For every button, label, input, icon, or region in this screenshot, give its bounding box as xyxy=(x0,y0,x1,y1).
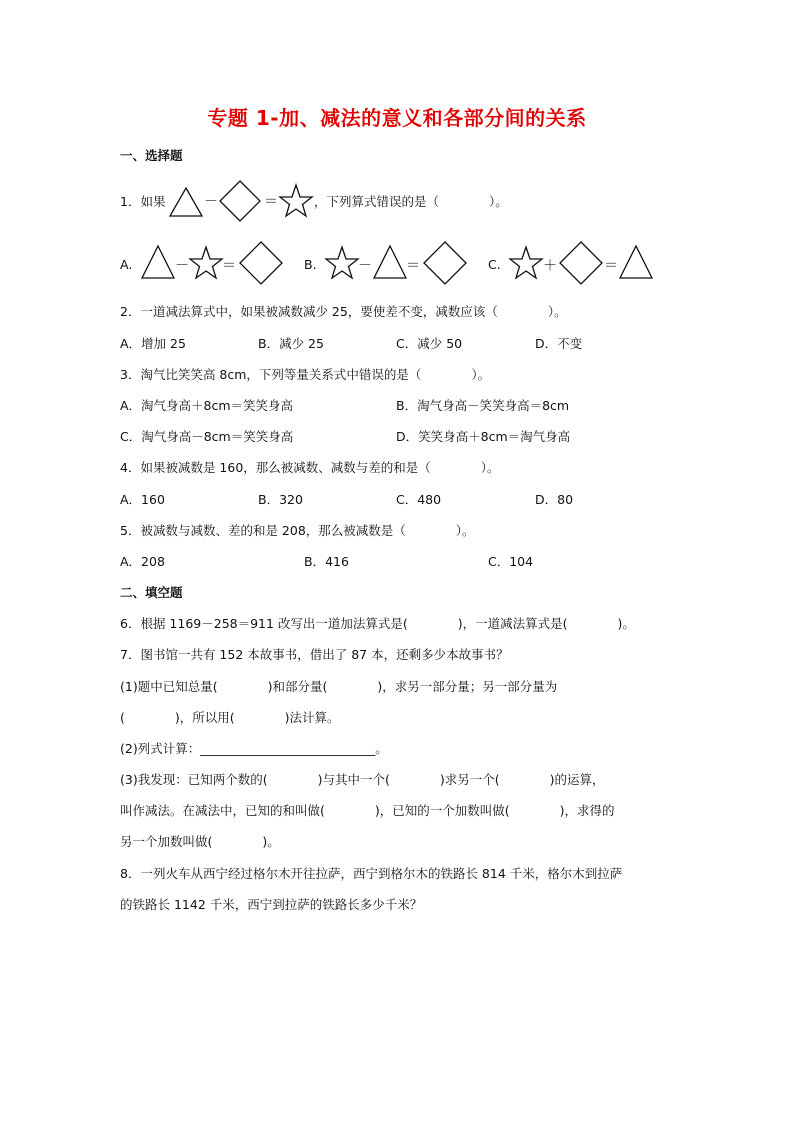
triangle-icon xyxy=(140,244,176,280)
q5-option-a: A．208 xyxy=(120,554,165,569)
q1-option-b-minus: － xyxy=(358,258,372,274)
q1-option-a-minus: － xyxy=(175,258,189,274)
triangle-icon xyxy=(372,244,408,280)
q1-option-c-plus: ＋ xyxy=(543,258,557,274)
q1-option-b-label: B. xyxy=(304,257,317,272)
q5-option-c: C．104 xyxy=(488,554,534,569)
q3-option-b: B．淘气身高－笑笑身高＝8cm xyxy=(396,398,570,413)
q1-option-a-label: A. xyxy=(120,257,133,272)
triangle-icon xyxy=(618,244,654,280)
q3-stem: 3．淘气比笑笑高 8cm，下列等量关系式中错误的是（ ）。 xyxy=(120,367,491,382)
diamond-icon xyxy=(422,240,468,286)
q2-option-c: C．减少 50 xyxy=(396,336,463,351)
q1-option-c-equals: ＝ xyxy=(604,258,618,274)
q5-option-b: B．416 xyxy=(304,554,349,569)
star-icon xyxy=(508,245,544,281)
q1-minus-sign: － xyxy=(204,194,218,210)
q7-stem: 7．图书馆一共有 152 本故事书，借出了 87 本，还剩多少本故事书？ xyxy=(120,647,509,662)
q1-equals-sign: ＝ xyxy=(264,194,278,210)
q6-stem: 6．根据 1169－258＝911 改写出一道加法算式是( )，一道减法算式是( )。 xyxy=(120,616,635,631)
q4-option-d: D．80 xyxy=(535,492,574,507)
q3-option-d: D．笑笑身高＋8cm＝淘气身高 xyxy=(396,429,571,444)
q7-part1-line1: (1)题中已知总量( )和部分量( )，求另一部分量；另一部分量为 xyxy=(120,679,558,694)
q7-part2: (2)列式计算：____________________________。 xyxy=(120,741,388,756)
q7-part3-line3: 另一个加数叫做( )。 xyxy=(120,834,280,849)
q2-option-a: A．增加 25 xyxy=(120,336,186,351)
q4-option-a: A．160 xyxy=(120,492,165,507)
q2-option-b: B．减少 25 xyxy=(258,336,324,351)
triangle-icon xyxy=(168,186,204,218)
page-title: 专题 1-加、减法的意义和各部分间的关系 xyxy=(207,106,587,130)
diamond-icon xyxy=(558,240,604,286)
q1-prefix: 1．如果 xyxy=(120,194,166,209)
section-heading-choice: 一、选择题 xyxy=(120,148,183,163)
q4-option-c: C．480 xyxy=(396,492,442,507)
q7-part3-line1: (3)我发现：已知两个数的( )与其中一个( )求另一个( )的运算， xyxy=(120,772,605,787)
q7-part3-line2: 叫作减法。在减法中，已知的和叫做( )，已知的一个加数叫做( )，求得的 xyxy=(120,803,615,818)
q5-stem: 5．被减数与减数、差的和是 208，那么被减数是（ ）。 xyxy=(120,523,475,538)
star-icon xyxy=(324,245,360,281)
q1-option-c-label: C. xyxy=(488,257,501,272)
q8-line1: 8．一列火车从西宁经过格尔木开往拉萨，西宁到格尔木的铁路长 814 千米，格尔木到拉萨 xyxy=(120,866,623,881)
q1-suffix: ，下列算式错误的是（ ）。 xyxy=(314,194,508,209)
q2-stem: 2．一道减法算式中，如果被减数减少 25，要使差不变，减数应该（ ）。 xyxy=(120,304,567,319)
q3-option-a: A．淘气身高＋8cm＝笑笑身高 xyxy=(120,398,294,413)
star-icon xyxy=(188,245,224,281)
star-icon xyxy=(278,183,314,219)
section-heading-fill: 二、填空题 xyxy=(120,585,183,600)
q7-part1-line2: ( )，所以用( )法计算。 xyxy=(120,710,340,725)
q4-option-b: B．320 xyxy=(258,492,303,507)
q1-option-b-equals: ＝ xyxy=(406,258,420,274)
diamond-icon xyxy=(218,179,262,223)
q2-option-d: D．不变 xyxy=(535,336,583,351)
q3-option-c: C．淘气身高－8cm＝笑笑身高 xyxy=(120,429,294,444)
q1-option-a-equals: ＝ xyxy=(222,258,236,274)
q8-line2: 的铁路长 1142 千米，西宁到拉萨的铁路长多少千米？ xyxy=(120,897,423,912)
diamond-icon xyxy=(238,240,284,286)
q4-stem: 4．如果被减数是 160，那么被减数、减数与差的和是（ ）。 xyxy=(120,460,500,475)
